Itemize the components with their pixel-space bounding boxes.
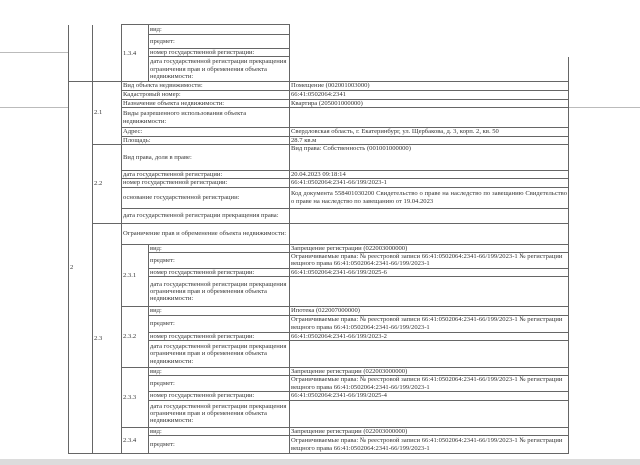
- field-value: [290, 25, 569, 35]
- scan-artifact-line: [0, 107, 68, 108]
- right-type-value: Вид права: Собственность (001001000000): [290, 144, 569, 170]
- field-label: Назначение объекта недвижимости:: [122, 99, 290, 107]
- encumbrance-end-date-value: [290, 400, 569, 427]
- encumbrance-reg-number-value: 66:41:0502064:2341-66/199/2025-4: [290, 392, 569, 400]
- field-label: дата государственной регистрации прекращения ограничения прав и обременения объекта недвижимости:: [149, 277, 290, 307]
- termination-date-value: [290, 208, 569, 223]
- scan-artifact-line: [568, 107, 640, 108]
- subsection-number: 2.1: [93, 82, 122, 145]
- field-label: Виды разрешенного использования объекта недвижимости:: [122, 108, 290, 128]
- item-number: 1.3.4: [122, 25, 149, 82]
- field-label: предмет:: [149, 35, 290, 49]
- item-number: 2.3.2: [122, 307, 149, 368]
- registration-basis-value: Код документа 558401030200 Свидетельство о праве на наследство по завещанию Свидетельство о праве на наследство по завещанию от 19.04.2023: [290, 187, 569, 208]
- encumbrance-reg-number-value: 66:41:0502064:2341-66/199/2023-2: [290, 332, 569, 340]
- encumbrance-subject-value: Ограничиваемые права: № реестровой записи 66:41:0502064:2341-66/199/2023-1 № регистрации вещного права 66:41:0502064:2341-66/199/2023-1: [290, 376, 569, 392]
- field-label: номер государственной регистрации:: [149, 268, 290, 276]
- field-label: дата государственной регистрации прекращения ограничения прав и обременения объекта недвижимости:: [149, 57, 290, 82]
- field-label: дата государственной регистрации прекращения права:: [122, 208, 290, 223]
- field-label: основание государственной регистрации:: [122, 187, 290, 208]
- field-label: вид:: [149, 307, 290, 315]
- field-label: Ограничение прав и обременение объекта недвижимости:: [122, 223, 290, 244]
- field-label: предмет:: [149, 376, 290, 392]
- field-label: предмет:: [149, 253, 290, 269]
- encumbrance-end-date-value: [290, 340, 569, 367]
- encumbrance-kind-value: Запрещение регистрации (022003000000): [290, 244, 569, 252]
- item-number: 2.3.1: [122, 244, 149, 307]
- field-label: вид:: [149, 25, 290, 35]
- item-number: 2.3.3: [122, 367, 149, 427]
- scan-artifact-line: [0, 52, 68, 53]
- field-value: [290, 223, 569, 244]
- cadastral-number-value: 66:41:0502064:2341: [290, 90, 569, 99]
- page-bottom-edge: [0, 459, 640, 465]
- field-label: Кадастровый номер:: [122, 90, 290, 99]
- field-label: номер государственной регистрации:: [149, 392, 290, 400]
- encumbrance-subject-value: Ограничиваемые права: № реестровой записи 66:41:0502064:2341-66/199/2023-1 № регистрации вещного права 66:41:0502064:2341-66/199/2023-1: [290, 253, 569, 269]
- field-label: предмет:: [149, 315, 290, 332]
- field-label: дата государственной регистрации:: [122, 170, 290, 178]
- registry-extract-table: [68, 24, 569, 454]
- subsection-number: 2.2: [93, 144, 122, 223]
- field-label: вид:: [149, 244, 290, 252]
- registration-date-value: 20.04.2023 09:18:14: [290, 170, 569, 178]
- section-cell-empty: [69, 25, 93, 82]
- field-label: Площадь:: [122, 136, 290, 144]
- encumbrance-end-date-value: [290, 277, 569, 307]
- section-number: 2: [69, 82, 93, 454]
- encumbrance-kind-value: Запрещение регистрации (022003000000): [290, 367, 569, 375]
- subsection-cell-empty: [93, 25, 122, 82]
- field-label: дата государственной регистрации прекращения ограничения прав и обременения объекта недвижимости:: [149, 400, 290, 427]
- field-label: вид:: [149, 427, 290, 435]
- field-label: предмет:: [149, 436, 290, 454]
- field-label: Вид объекта недвижимости:: [122, 82, 290, 90]
- subsection-number: 2.3: [93, 223, 122, 453]
- encumbrance-kind-value: Запрещение регистрации (022003000000): [290, 427, 569, 435]
- encumbrance-kind-value: Ипотека (022007000000): [290, 307, 569, 315]
- field-value: [290, 49, 569, 57]
- purpose-value: Квартира (205001000000): [290, 99, 569, 107]
- field-value: [290, 35, 569, 49]
- field-label: номер государственной регистрации:: [122, 179, 290, 187]
- permitted-use-value: [290, 108, 569, 128]
- address-value: Свердловская область, г. Екатеринбург, ул. Щербакова, д. 3, корп. 2, кв. 50: [290, 128, 569, 136]
- registration-number-value: 66:41:0502064:2341-66/199/2023-1: [290, 179, 569, 187]
- field-label: Адрес:: [122, 128, 290, 136]
- field-label: дата государственной регистрации прекращения ограничения прав и обременения объекта недвижимости:: [149, 340, 290, 367]
- field-label: вид:: [149, 367, 290, 375]
- field-label: Вид права, доля в праве:: [122, 144, 290, 170]
- area-value: 28.7 кв.м: [290, 136, 569, 144]
- encumbrance-subject-value: Ограничиваемые права: № реестровой записи 66:41:0502064:2341-66/199/2023-1 № регистрации вещного права 66:41:0502064:2341-66/199/2023-1: [290, 315, 569, 332]
- object-type-value: Помещение (002001003000): [290, 82, 569, 90]
- encumbrance-subject-value: Ограничиваемые права: № реестровой записи 66:41:0502064:2341-66/199/2023-1 № регистрации вещного права 66:41:0502064:2341-66/199/2023-1: [290, 436, 569, 454]
- item-number: 2.3.4: [122, 427, 149, 453]
- field-label: номер государственной регистрации:: [149, 332, 290, 340]
- encumbrance-reg-number-value: 66:41:0502064:2341-66/199/2025-6: [290, 268, 569, 276]
- field-label: номер государственной регистрации:: [149, 49, 290, 57]
- field-value: [290, 57, 569, 82]
